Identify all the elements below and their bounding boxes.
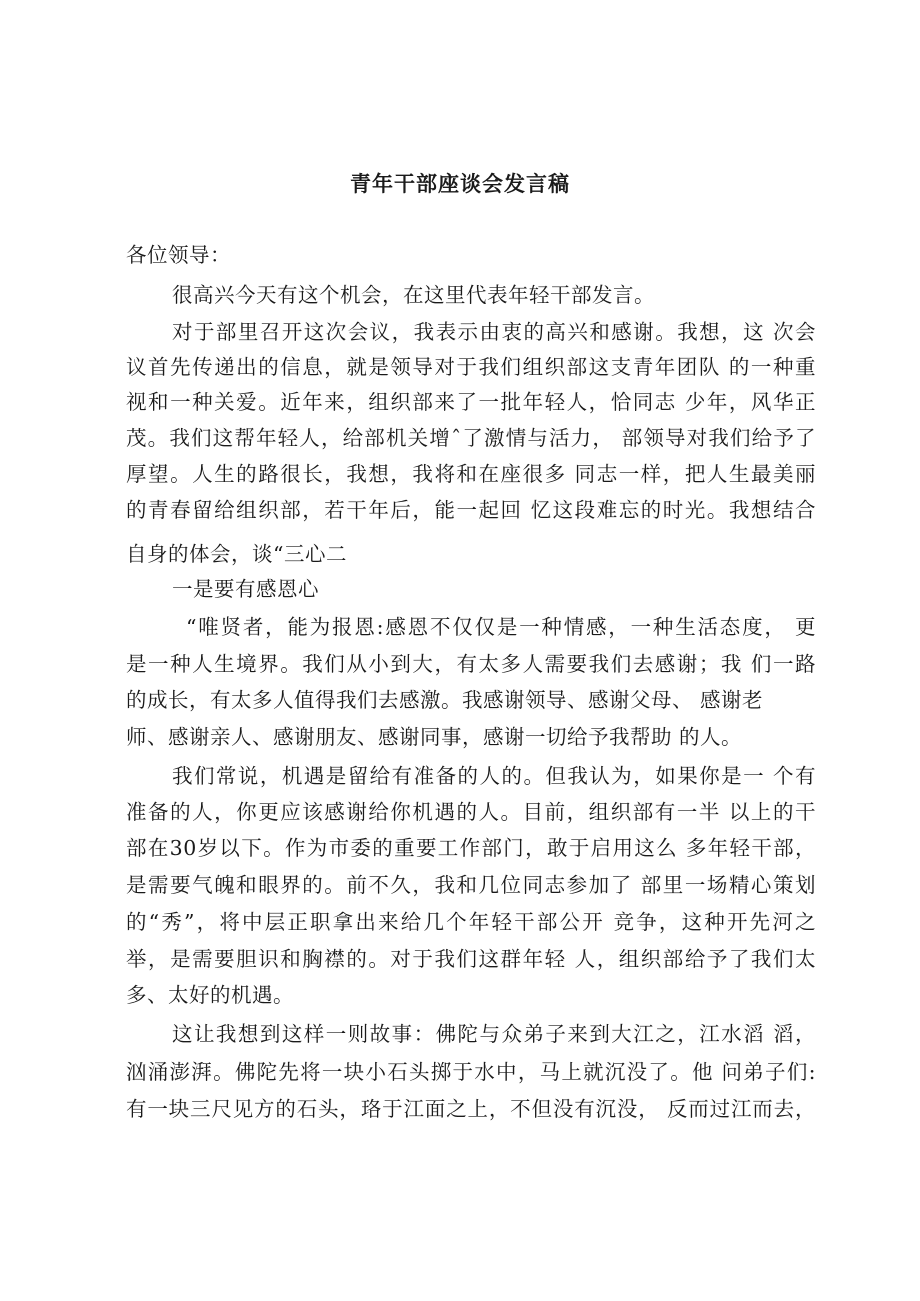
paragraph-line: 准备的人，你更应该感谢给你机遇的人。目前，组织部有一半 以上的干 — [126, 800, 816, 824]
paragraph-line: 汹涌澎湃。佛陀先将一块小石头掷于水中，马上就沉没了。他 问弟子们: — [126, 1060, 816, 1084]
paragraph-line: 对于部里召开这次会议，我表示由衷的高兴和感谢。我想，这 次会 — [172, 320, 816, 344]
paragraph-line: 的“秀”，将中层正职拿出来给几个年轻干部公开 竞争，这种开先河之 — [126, 910, 816, 934]
paragraph-line: “唯贤者，能为报恩:感恩不仅仅是一种情感，一种生活态度， 更 — [186, 615, 816, 639]
paragraph-line: 师、感谢亲人、感谢朋友、感谢同事，感谢一切给予我帮助 的人。 — [126, 725, 743, 749]
paragraph-line: 是需要气魄和眼界的。前不久，我和几位同志参加了 部里一场精心策划 — [126, 873, 816, 897]
paragraph-line: 很高兴今天有这个机会，在这里代表年轻干部发言。 — [172, 283, 655, 307]
paragraph-line: 多、太好的机遇。 — [126, 983, 294, 1007]
paragraph-line: 我们常说，机遇是留给有准备的人的。但我认为，如果你是一 个有 — [172, 764, 816, 788]
paragraph-line: 的青春留给组织部，若干年后，能一起回 忆这段难忘的时光。我想结合 — [126, 498, 816, 522]
paragraph-line: 有一块三尺见方的石头，珞于江面之上，不但没有沉没， 反而过江而去， — [126, 1097, 816, 1121]
paragraph-line: 举，是需要胆识和胸襟的。对于我们这群年轻 人，组织部给予了我们太 — [126, 947, 816, 971]
paragraph-line: 部在30岁以下。作为市委的重要工作部门，敢于启用这么 多年轻干部， — [126, 836, 816, 860]
paragraph-line: 这让我想到这样一则故事：佛陀与众弟子来到大江之，江水滔 滔， — [172, 1022, 816, 1046]
document-title: 青年干部座谈会发言稿 — [350, 172, 570, 196]
paragraph-line: 的成长，有太多人值得我们去感激。我感谢领导、感谢父母、 感谢老 — [126, 688, 764, 712]
paragraph-line: 自身的体会，谈“三心二 — [126, 542, 347, 566]
salutation: 各位领导： — [126, 243, 231, 267]
paragraph-line: 厚望。人生的路很长，我想，我将和在座很多 同志一样，把人生最美丽 — [126, 462, 816, 486]
paragraph-line: 是一种人生境界。我们从小到大，有太多人需要我们去感谢；我 们一路 — [126, 652, 816, 676]
paragraph-line: 议首先传递出的信息，就是领导对于我们组织部这支青年团队 的一种重 — [126, 355, 816, 379]
paragraph-line: 茂。我们这帮年轻人，给部机关增ˆ了激情与活力， 部领导对我们给予了 — [126, 426, 816, 450]
paragraph-line: 视和一种关爱。近年来，组织部来了一批年轻人，恰同志 少年，风华正 — [126, 390, 816, 414]
section-heading: 一是要有感恩心 — [172, 577, 319, 601]
